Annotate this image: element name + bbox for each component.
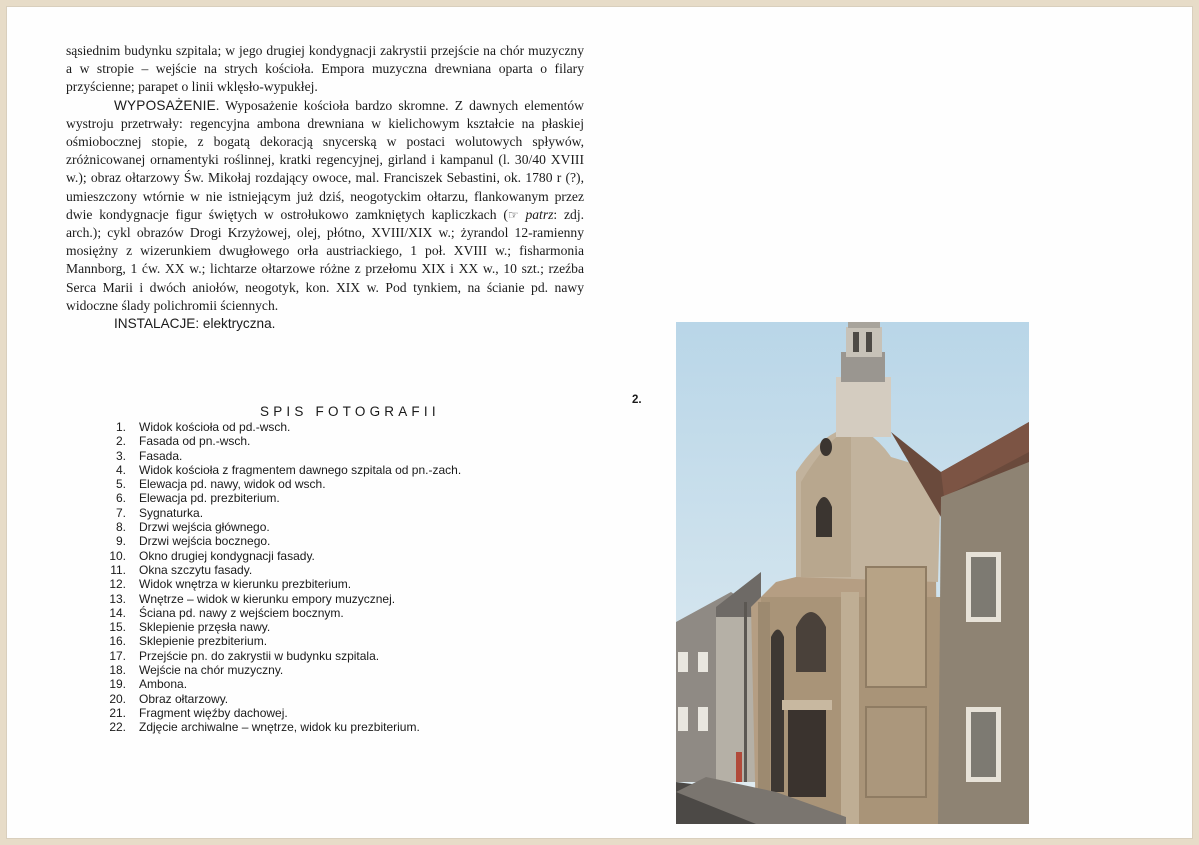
church-facade-photo: [676, 322, 1029, 824]
list-item: [102, 420, 461, 434]
list-item-label: Widok kościoła od pd.-wsch.: [139, 420, 291, 434]
list-item: [102, 463, 461, 477]
list-item-label: Wejście na chór muzyczny.: [139, 663, 284, 678]
list-item-label: Okno drugiej kondygnacji fasady.: [139, 548, 315, 563]
list-item-label: Zdjęcie archiwalne – wnętrze, widok ku prezbiterium.: [139, 720, 420, 735]
list-item-number: 7.: [115, 505, 126, 520]
wyposazenie-text-part2: : zdj. arch.); cykl obrazów Drogi Krzyżowej, olej, płótno, XVIII/XIX w.; żyrandol 12-ramienny mosiężny z wizerunkiem dwugłowego orła austriackiego, 1 poł. XVIII w.; fisharmonia Mannborg, 1 ćw. XX w.; lichtarze ołtarzowe różne z przełomu XIX i XX w., 10 szt.; rzeźba Serca Marii i dwóch aniołów, neogotyk, kon. XIX w. Pod tynkiem, na ścianie pd. nawy widoczne ślady polichromii ściennych.: [66, 206, 585, 313]
list-item-number: 19.: [109, 677, 126, 692]
list-item-label: Ściana pd. nawy z wejściem bocznym.: [139, 605, 344, 620]
list-item-label: Przejście pn. do zakrystii w budynku szpitala.: [139, 648, 380, 663]
wyposazenie-text-part1: . Wyposażenie kościoła bardzo skromne. Z dawnych elementów wystroju przetrwały: regencyjna ambona drewniana w kielichowym kształcie na płaskiej ośmiobocznej stopie, z bogatą dekoracją snycerską w postaci wolutowych spływów, zróżnicowanej ornamentyki roślinnej, kratki regencyjnej, girland i kampanul (l. 30/40 XVIII w.); obraz ołtarzowy Św. Mikołaj rozdający owoce, mal. Franciszek Sebastini, ok. 1780 r (?), umieszczony wtórnie w nie istniejącym już dziś, neogotyckim ołtarzu, flankowanym przez dwie kondygnacje figur świętych w ostrołukowo zamkniętych kapliczkach (: [66, 97, 584, 222]
list-item-number: 17.: [109, 648, 126, 663]
list-item: [102, 720, 461, 734]
photo-list: [102, 420, 461, 735]
list-item-number: 18.: [109, 663, 126, 678]
list-item-number: 1.: [115, 420, 126, 434]
list-item-number: 20.: [109, 691, 126, 706]
list-item-number: 13.: [109, 591, 126, 606]
list-item: [102, 706, 461, 720]
list-item-number: 22.: [109, 720, 126, 735]
paragraph-empora: sąsiednim budynku szpitala; w jego drugiej kondygnacji zakrystii przejście na chór muzyczny a w stropie – wejście na strych kościoła. Empora muzyczna drewniana oparta o filary przyścienne; parapet o linii wklęsło-wypukłej.: [66, 43, 584, 95]
list-item-label: Sklepienie przęsła nawy.: [139, 620, 271, 635]
section-heading-wyposazenie: WYPOSAŻENIE: [114, 97, 216, 113]
list-item-label: Drzwi wejścia bocznego.: [139, 534, 271, 549]
list-item-label: Ambona.: [139, 677, 188, 692]
list-item: [102, 663, 461, 677]
list-item: [102, 520, 461, 534]
list-item-label: Fragment więźby dachowej.: [139, 705, 288, 720]
list-item: [102, 563, 461, 577]
list-item: [102, 649, 461, 663]
list-item-label: Sygnaturka.: [139, 505, 204, 520]
list-item-label: Fasada od pn.-wsch.: [139, 434, 251, 449]
list-item: [102, 549, 461, 563]
list-item: [102, 449, 461, 463]
list-item: [102, 577, 461, 591]
list-item-number: 2.: [115, 434, 126, 449]
list-item-number: 15.: [109, 620, 126, 635]
list-item-number: 9.: [115, 534, 126, 549]
list-item-label: Okna szczytu fasady.: [139, 562, 253, 577]
list-item-label: Fasada.: [139, 448, 183, 463]
photo-number: 2.: [632, 394, 642, 406]
list-item: [102, 434, 461, 448]
list-item-number: 10.: [109, 548, 126, 563]
list-item-number: 3.: [115, 448, 126, 463]
list-item-number: 6.: [115, 491, 126, 506]
list-item: [102, 534, 461, 548]
list-item: [102, 606, 461, 620]
list-item-label: Widok kościoła z fragmentem dawnego szpitala od pn.-zach.: [139, 462, 462, 477]
list-item-label: Widok wnętrza w kierunku prezbiterium.: [139, 577, 352, 592]
list-item-label: Elewacja pd. prezbiterium.: [139, 491, 280, 506]
list-item-label: Obraz ołtarzowy.: [139, 691, 229, 706]
patrz-reference: patrz: [525, 206, 554, 222]
list-item-label: Sklepienie prezbiterium.: [139, 634, 268, 649]
pointing-hand-icon: ☞: [507, 207, 519, 222]
description-text: [66, 42, 584, 333]
list-item: [102, 692, 461, 706]
list-item-number: 11.: [110, 562, 126, 577]
list-item-label: Elewacja pd. nawy, widok od wsch.: [139, 477, 326, 492]
list-item-number: 4.: [115, 462, 126, 477]
list-item-label: Wnętrze – widok w kierunku empory muzycznej.: [139, 591, 396, 606]
list-item-number: 16.: [109, 634, 126, 649]
section-heading-instalacje: INSTALACJE: elektryczna.: [114, 316, 276, 332]
list-item: [102, 491, 461, 505]
list-item-number: 12.: [109, 577, 126, 592]
photo-list-title: SPIS FOTOGRAFII: [260, 404, 440, 419]
list-item-number: 21.: [109, 705, 126, 720]
list-item-number: 5.: [115, 477, 126, 492]
list-item-number: 14.: [109, 605, 126, 620]
list-item: [102, 620, 461, 634]
list-item: [102, 634, 461, 648]
list-item-number: 8.: [115, 520, 126, 535]
list-item: [102, 477, 461, 491]
list-item-label: Drzwi wejścia głównego.: [139, 520, 270, 535]
list-item: [102, 506, 461, 520]
list-item: [102, 592, 461, 606]
paragraph-wyposazenie: [66, 97, 584, 315]
list-item: [102, 677, 461, 691]
